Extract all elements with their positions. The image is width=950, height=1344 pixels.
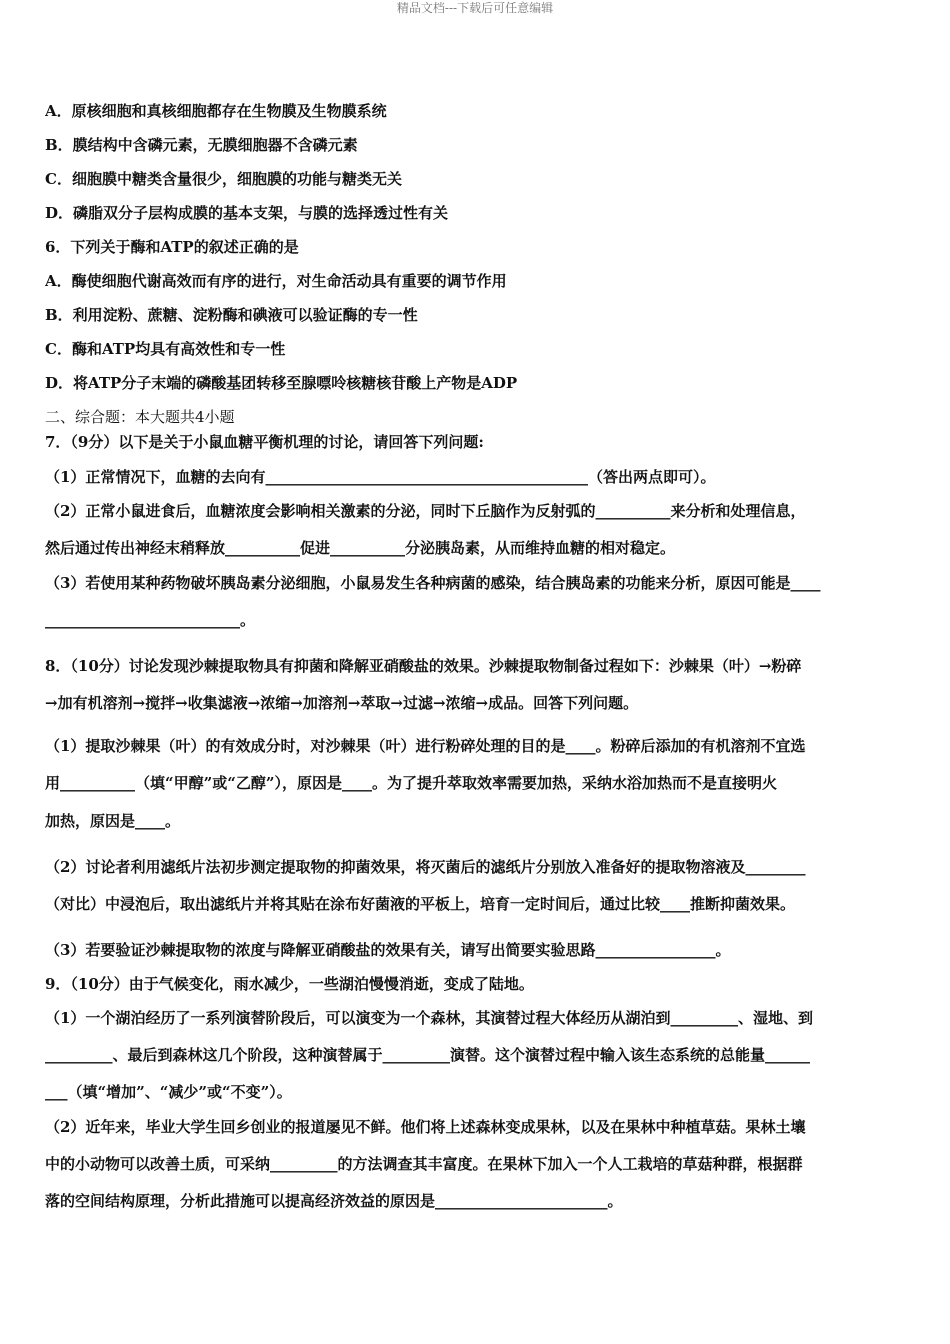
text-line: （3）若要验证沙棘提取物的浓度与降解亚硝酸盐的效果有关，请写出简要实验思路________________。 (45, 941, 731, 959)
text-line: （2）近年来，毕业大学生回乡创业的报道屡见不鲜。他们将上述森林变成果林，以及在果林中种植草菇。果林土壤 (45, 1118, 806, 1136)
text-line: 中的小动物可以改善土质，可采纳_________的方法调查其丰富度。在果林下加入一个人工栽培的草菇种群，根据群 (45, 1155, 803, 1173)
text-line: B．膜结构中含磷元素，无膜细胞器不含磷元素 (45, 136, 358, 154)
text-line: （1）一个湖泊经历了一系列演替阶段后，可以演变为一个森林，其演替过程大体经历从湖泊到_________、湿地、到 (45, 1009, 813, 1027)
text-line: 6．下列关于酶和ATP的叙述正确的是 (45, 238, 299, 256)
text-line: __________________________。 (45, 611, 256, 629)
text-line: 然后通过传出神经末稍释放__________促进__________分泌胰岛素，从而维持血糖的相对稳定。 (45, 539, 676, 557)
text-line: C．细胞膜中糖类含量很少，细胞膜的功能与糖类无关 (45, 170, 402, 188)
text-line: （对比）中浸泡后，取出滤纸片并将其贴在涂布好菌液的平板上，培育一定时间后，通过比较____推断抑菌效果。 (45, 895, 796, 913)
text-line: _________、最后到森林这几个阶段，这种演替属于_________演替。这个演替过程中输入该生态系统的总能量______ (45, 1046, 811, 1064)
text-line: 落的空间结构原理，分析此措施可以提高经济效益的原因是_______________________。 (45, 1192, 623, 1210)
text-line: 8．（10分）讨论发现沙棘提取物具有抑菌和降解亚硝酸盐的效果。沙棘提取物制备过程如下：沙棘果（叶）→粉碎 (45, 657, 802, 675)
text-line: D．磷脂双分子层构成膜的基本支架，与膜的选择透过性有关 (45, 204, 449, 222)
text-line: C．酶和ATP均具有高效性和专一性 (45, 340, 286, 358)
text-line: 加热，原因是____。 (45, 812, 181, 830)
text-line: （1）提取沙棘果（叶）的有效成分时，对沙棘果（叶）进行粉碎处理的目的是____。粉碎后添加的有机溶剂不宜选 (45, 737, 806, 755)
text-line: （3）若使用某种药物破坏胰岛素分泌细胞，小鼠易发生各种病菌的感染，结合胰岛素的功能来分析，原因可能是____ (45, 574, 821, 592)
text-line: →加有机溶剂→搅拌→收集滤液→浓缩→加溶剂→萃取→过滤→浓缩→成品。回答下列问题。 (45, 694, 639, 712)
text-line: ___（填“增加”、“减少”或“不变”）。 (45, 1083, 292, 1101)
text-line: B．利用淀粉、蔗糖、淀粉酶和碘液可以验证酶的专一性 (45, 306, 418, 324)
text-line: 7．（9分）以下是关于小鼠血糖平衡机理的讨论，请回答下列问题: (45, 433, 484, 451)
text-line: 9．（10分）由于气候变化，雨水减少，一些湖泊慢慢消逝，变成了陆地。 (45, 975, 534, 993)
text-line: A．酶使细胞代谢高效而有序的进行，对生命活动具有重要的调节作用 (45, 272, 507, 290)
text-line: D．将ATP分子末端的磷酸基团转移至腺嘌呤核糖核苷酸上产物是ADP (45, 374, 518, 392)
text-line: A．原核细胞和真核细胞都存在生物膜及生物膜系统 (45, 102, 387, 120)
text-line: （1）正常情况下，血糖的去向有___________________________________________（答出两点即可）。 (45, 468, 716, 486)
text-line: （2）正常小鼠进食后，血糖浓度会影响相关激素的分泌，同时下丘脑作为反射弧的__________来分析和处理信息， (45, 502, 806, 520)
text-line: （2）讨论者利用滤纸片法初步测定提取物的抑菌效果，将灭菌后的滤纸片分别放入准备好的提取物溶液及________ (45, 858, 806, 876)
text-line: 二、综合题：本大题共4小题 (45, 408, 235, 426)
page-header: 精品文档---下载后可任意编辑 (396, 1, 554, 15)
text-line: 用__________（填“甲醇”或“乙醇”），原因是____。为了提升萃取效率需要加热，采纳水浴加热而不是直接明火 (45, 774, 778, 792)
